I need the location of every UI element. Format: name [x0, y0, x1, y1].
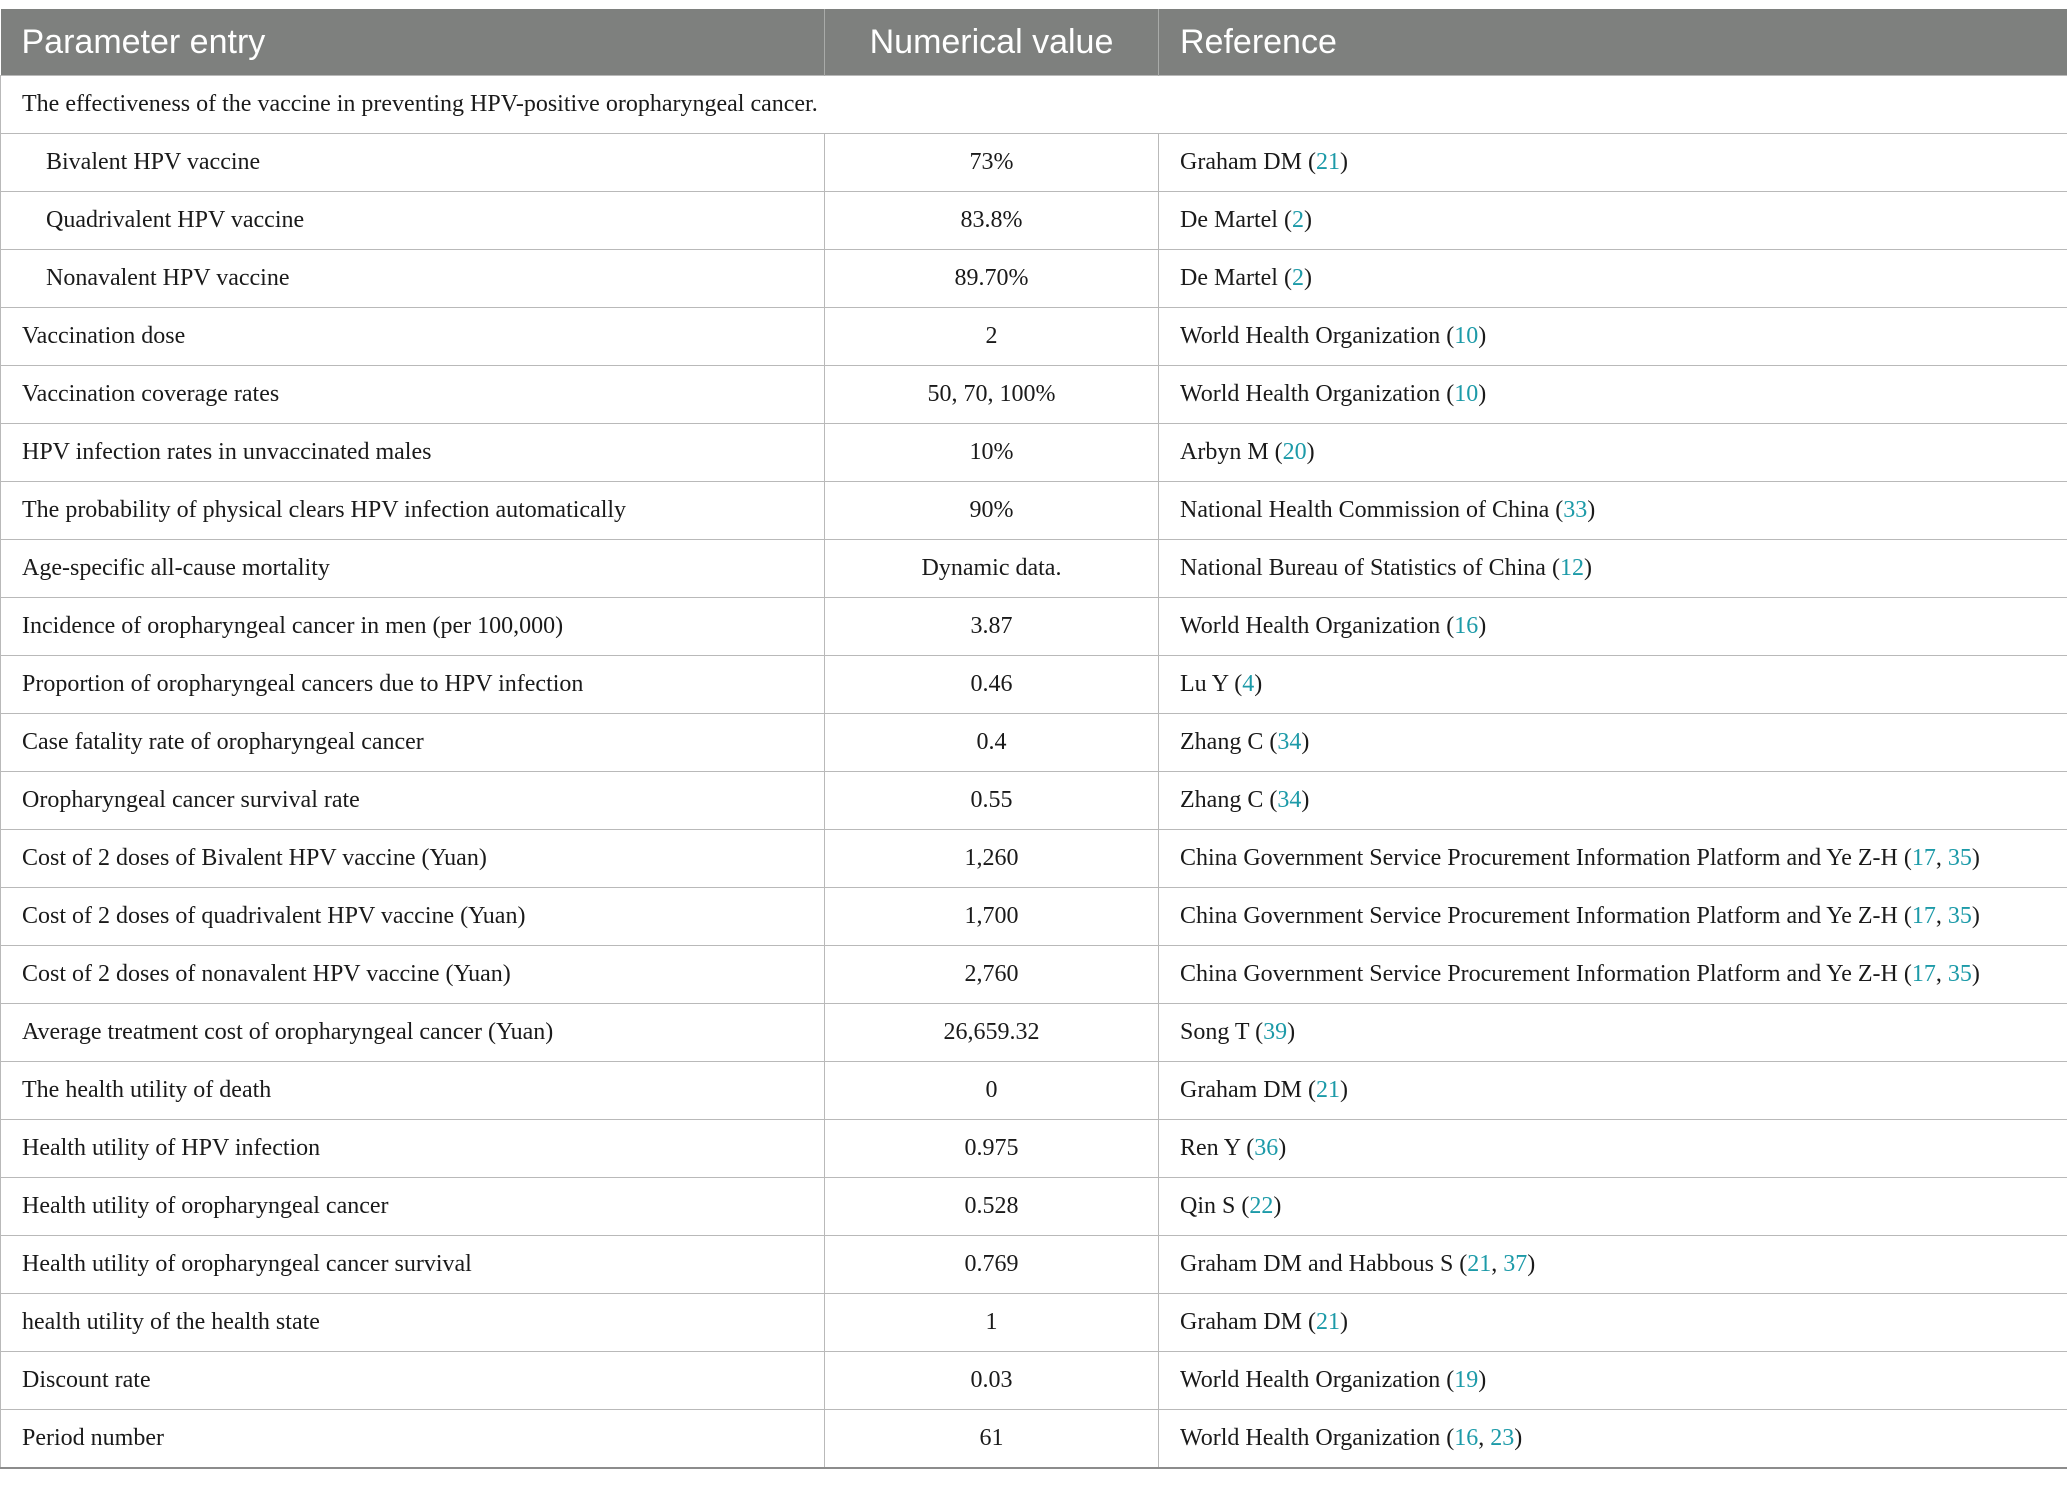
parameter-cell: Health utility of HPV infection: [1, 1120, 825, 1178]
reference-cell: Ren Y (36): [1159, 1120, 2067, 1178]
reference-cell: World Health Organization (19): [1159, 1352, 2067, 1410]
reference-cell: Arbyn M (20): [1159, 424, 2067, 482]
value-cell: 0.769: [825, 1236, 1159, 1294]
citation-link[interactable]: 19: [1454, 1367, 1479, 1393]
value-cell: 0.03: [825, 1352, 1159, 1410]
citation-link[interactable]: 35: [1947, 903, 1972, 929]
value-cell: 1,260: [825, 830, 1159, 888]
reference-text: Song T: [1180, 1019, 1250, 1045]
reference-text: Graham DM: [1180, 149, 1302, 175]
value-cell: 0.528: [825, 1178, 1159, 1236]
reference-cell: De Martel (2): [1159, 192, 2067, 250]
reference-text: World Health Organization: [1180, 613, 1441, 639]
reference-text: Zhang C: [1180, 729, 1264, 755]
parameter-cell: Quadrivalent HPV vaccine: [1, 192, 825, 250]
reference-cell: World Health Organization (10): [1159, 308, 2067, 366]
table-row: [1, 1120, 2067, 1178]
table-row: [1, 772, 2067, 830]
parameter-table: [0, 9, 2067, 1469]
table-row: [1, 424, 2067, 482]
parameter-cell: HPV infection rates in unvaccinated males: [1, 424, 825, 482]
parameter-cell: Case fatality rate of oropharyngeal cancer: [1, 714, 825, 772]
table-row: [1, 482, 2067, 540]
citation-link[interactable]: 36: [1254, 1135, 1279, 1161]
parameter-cell: Health utility of oropharyngeal cancer: [1, 1178, 825, 1236]
reference-cell: China Government Service Procurement Information Platform and Ye Z-H (17, 35): [1159, 888, 2067, 946]
value-cell: 10%: [825, 424, 1159, 482]
header-row: [1, 9, 2067, 76]
citation-link[interactable]: 21: [1315, 1309, 1340, 1335]
table-row: [1, 714, 2067, 772]
citation-link[interactable]: 17: [1911, 903, 1936, 929]
parameter-cell: Proportion of oropharyngeal cancers due to HPV infection: [1, 656, 825, 714]
value-cell: 0.55: [825, 772, 1159, 830]
table-row: [1, 250, 2067, 308]
citation-link[interactable]: 34: [1277, 729, 1302, 755]
value-cell: 2,760: [825, 946, 1159, 1004]
citation-link[interactable]: 17: [1911, 845, 1936, 871]
parameter-cell: Period number: [1, 1410, 825, 1469]
citation-link[interactable]: 23: [1490, 1425, 1515, 1451]
reference-text: National Health Commission of China: [1180, 497, 1550, 523]
parameter-cell: Nonavalent HPV vaccine: [1, 250, 825, 308]
header-reference: Reference: [1159, 9, 2067, 76]
value-cell: 1,700: [825, 888, 1159, 946]
citation-link[interactable]: 16: [1454, 1425, 1479, 1451]
reference-text: National Bureau of Statistics of China: [1180, 555, 1546, 581]
value-cell: 0.975: [825, 1120, 1159, 1178]
parameter-cell: Bivalent HPV vaccine: [1, 134, 825, 192]
table-row: [1, 1062, 2067, 1120]
reference-text: China Government Service Procurement Information Platform and Ye Z-H: [1180, 845, 1898, 871]
reference-text: Graham DM: [1180, 1309, 1302, 1335]
table-row: [1, 192, 2067, 250]
reference-text: World Health Organization: [1180, 381, 1441, 407]
reference-text: Graham DM: [1180, 1077, 1302, 1103]
value-cell: 89.70%: [825, 250, 1159, 308]
reference-cell: Graham DM (21): [1159, 1062, 2067, 1120]
parameter-cell: Oropharyngeal cancer survival rate: [1, 772, 825, 830]
parameter-cell: Health utility of oropharyngeal cancer survival: [1, 1236, 825, 1294]
reference-cell: World Health Organization (10): [1159, 366, 2067, 424]
reference-text: World Health Organization: [1180, 323, 1441, 349]
parameter-cell: Incidence of oropharyngeal cancer in men (per 100,000): [1, 598, 825, 656]
reference-text: Ren Y: [1180, 1135, 1241, 1161]
citation-link[interactable]: 16: [1454, 613, 1479, 639]
reference-cell: De Martel (2): [1159, 250, 2067, 308]
reference-text: Qin S: [1180, 1193, 1236, 1219]
reference-text: China Government Service Procurement Information Platform and Ye Z-H: [1180, 903, 1898, 929]
value-cell: 90%: [825, 482, 1159, 540]
citation-link[interactable]: 21: [1315, 1077, 1340, 1103]
citation-link[interactable]: 22: [1249, 1193, 1274, 1219]
table-row: [1, 540, 2067, 598]
value-cell: 3.87: [825, 598, 1159, 656]
header-parameter-entry: Parameter entry: [1, 9, 825, 76]
reference-text: World Health Organization: [1180, 1425, 1441, 1451]
reference-cell: Graham DM (21): [1159, 1294, 2067, 1352]
citation-link[interactable]: 35: [1947, 845, 1972, 871]
parameter-cell: Cost of 2 doses of nonavalent HPV vaccine (Yuan): [1, 946, 825, 1004]
citation-link[interactable]: 10: [1454, 381, 1479, 407]
value-cell: 73%: [825, 134, 1159, 192]
table-row: [1, 946, 2067, 1004]
citation-link[interactable]: 34: [1277, 787, 1302, 813]
citation-link[interactable]: 21: [1315, 149, 1340, 175]
value-cell: 0.4: [825, 714, 1159, 772]
value-cell: 0: [825, 1062, 1159, 1120]
reference-cell: World Health Organization (16, 23): [1159, 1410, 2067, 1469]
table-row: [1, 888, 2067, 946]
value-cell: 50, 70, 100%: [825, 366, 1159, 424]
parameter-cell: Cost of 2 doses of quadrivalent HPV vaccine (Yuan): [1, 888, 825, 946]
citation-link[interactable]: 10: [1454, 323, 1479, 349]
citation-link[interactable]: 20: [1282, 439, 1307, 465]
reference-cell: China Government Service Procurement Information Platform and Ye Z-H (17, 35): [1159, 830, 2067, 888]
reference-text: Zhang C: [1180, 787, 1264, 813]
table-body: [1, 76, 2067, 1469]
citation-link[interactable]: 21: [1467, 1251, 1492, 1277]
table-row: [1, 1410, 2067, 1469]
value-cell: 26,659.32: [825, 1004, 1159, 1062]
reference-text: De Martel: [1180, 207, 1278, 233]
parameter-cell: Age-specific all-cause mortality: [1, 540, 825, 598]
citation-link[interactable]: 33: [1563, 497, 1588, 523]
reference-cell: World Health Organization (16): [1159, 598, 2067, 656]
reference-cell: Graham DM (21): [1159, 134, 2067, 192]
table-row: [1, 366, 2067, 424]
value-cell: 1: [825, 1294, 1159, 1352]
table-row: [1, 134, 2067, 192]
citation-link[interactable]: 35: [1947, 961, 1972, 987]
reference-text: De Martel: [1180, 265, 1278, 291]
parameter-cell: The health utility of death: [1, 1062, 825, 1120]
reference-text: China Government Service Procurement Information Platform and Ye Z-H: [1180, 961, 1898, 987]
reference-cell: Lu Y (4): [1159, 656, 2067, 714]
table-row: [1, 1004, 2067, 1062]
reference-text: Graham DM and Habbous S: [1180, 1251, 1454, 1277]
section-row: [1, 76, 2067, 134]
value-cell: Dynamic data.: [825, 540, 1159, 598]
reference-cell: Zhang C (34): [1159, 772, 2067, 830]
reference-cell: National Bureau of Statistics of China (12): [1159, 540, 2067, 598]
table-row: [1, 308, 2067, 366]
table-row: [1, 1178, 2067, 1236]
citation-link[interactable]: 39: [1263, 1019, 1288, 1045]
table-row: [1, 830, 2067, 888]
reference-cell: Qin S (22): [1159, 1178, 2067, 1236]
parameter-cell: Vaccination coverage rates: [1, 366, 825, 424]
section-title: The effectiveness of the vaccine in preventing HPV-positive oropharyngeal cancer.: [1, 76, 2067, 134]
value-cell: 61: [825, 1410, 1159, 1469]
reference-text: World Health Organization: [1180, 1367, 1441, 1393]
reference-text: Arbyn M: [1180, 439, 1269, 465]
reference-text: Lu Y: [1180, 671, 1229, 697]
parameter-cell: The probability of physical clears HPV infection automatically: [1, 482, 825, 540]
value-cell: 0.46: [825, 656, 1159, 714]
value-cell: 83.8%: [825, 192, 1159, 250]
table-row: [1, 1236, 2067, 1294]
citation-link[interactable]: 12: [1559, 555, 1584, 581]
reference-cell: China Government Service Procurement Information Platform and Ye Z-H (17, 35): [1159, 946, 2067, 1004]
table-row: [1, 598, 2067, 656]
parameter-cell: Cost of 2 doses of Bivalent HPV vaccine (Yuan): [1, 830, 825, 888]
citation-link[interactable]: 17: [1911, 961, 1936, 987]
parameter-cell: Discount rate: [1, 1352, 825, 1410]
citation-link[interactable]: 37: [1503, 1251, 1528, 1277]
reference-cell: Song T (39): [1159, 1004, 2067, 1062]
header-numerical-value: Numerical value: [825, 9, 1159, 76]
parameter-cell: Vaccination dose: [1, 308, 825, 366]
table-row: [1, 1352, 2067, 1410]
table-row: [1, 656, 2067, 714]
citation-link[interactable]: 2: [1291, 265, 1304, 291]
parameter-cell: Average treatment cost of oropharyngeal cancer (Yuan): [1, 1004, 825, 1062]
parameter-cell: health utility of the health state: [1, 1294, 825, 1352]
reference-cell: National Health Commission of China (33): [1159, 482, 2067, 540]
table-header: [1, 9, 2067, 76]
reference-cell: Zhang C (34): [1159, 714, 2067, 772]
citation-link[interactable]: 2: [1291, 207, 1304, 233]
value-cell: 2: [825, 308, 1159, 366]
reference-cell: Graham DM and Habbous S (21, 37): [1159, 1236, 2067, 1294]
citation-link[interactable]: 4: [1242, 671, 1255, 697]
table-row: [1, 1294, 2067, 1352]
